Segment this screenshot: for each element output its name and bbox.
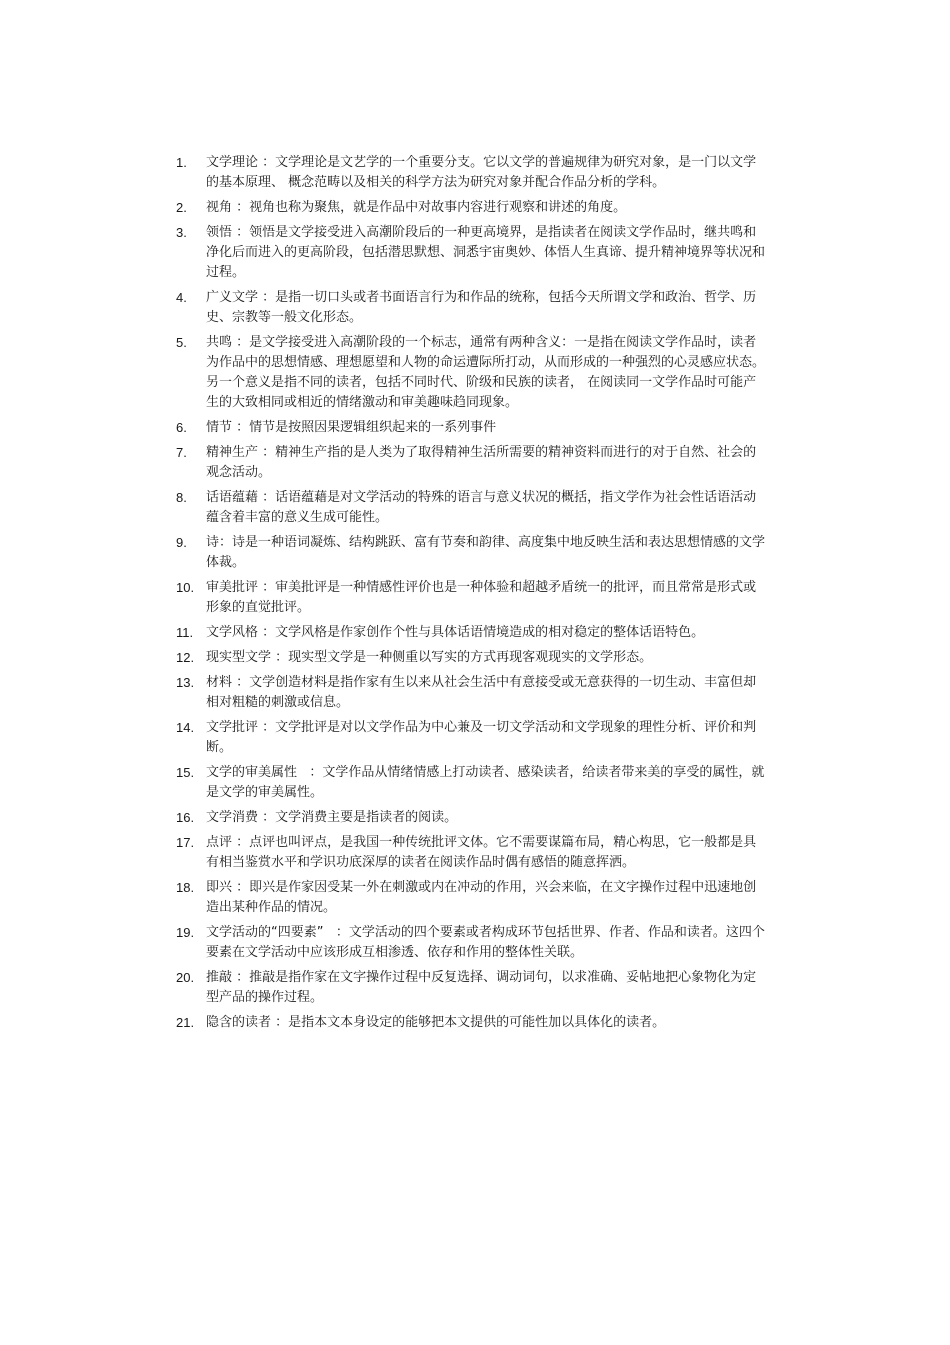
entry-separator: ： xyxy=(232,200,250,215)
entry-term: 现实型文学 xyxy=(206,650,272,665)
entry-text xyxy=(206,648,766,668)
glossary-entry xyxy=(176,223,766,283)
entry-separator: ： xyxy=(232,225,250,240)
entry-term: 共鸣 xyxy=(206,335,233,350)
entry-term: 视角 xyxy=(206,200,233,215)
entry-separator: ： xyxy=(258,490,276,505)
entry-number: 4. xyxy=(176,290,187,305)
entry-term: 情节 xyxy=(206,420,233,435)
entry-number: 10. xyxy=(176,580,195,595)
entry-text xyxy=(206,1013,766,1033)
entry-term: 即兴 xyxy=(206,880,233,895)
entry-definition: 审美批评是一种情感性评价也是一种体验和超越矛盾统一的批评，而且常常是形式或形象的直觉批评。 xyxy=(206,580,757,615)
entry-number: 8. xyxy=(176,490,187,505)
entry-separator: ： xyxy=(232,880,250,895)
glossary-entry xyxy=(176,533,766,573)
entry-definition: 推敲是指作家在文字操作过程中反复选择、调动词句，以求准确、妥帖地把心象物化为定型产品的操作过程。 xyxy=(206,970,757,1005)
glossary-entry xyxy=(176,488,766,528)
entry-definition: 是指一切口头或者书面语言行为和作品的统称，包括今天所谓文学和政治、哲学、历史、宗教等一般文化形态。 xyxy=(206,290,757,325)
entry-term: 隐含的读者 xyxy=(206,1015,272,1030)
entry-number: 6. xyxy=(176,420,187,435)
entry-text xyxy=(206,878,766,918)
entry-term: 诗 xyxy=(206,535,220,550)
glossary-entry xyxy=(176,153,766,193)
entry-term: 文学批评 xyxy=(206,720,259,735)
entry-term: 话语蕴藉 xyxy=(206,490,259,505)
entry-number: 1. xyxy=(176,155,187,170)
entry-text xyxy=(206,533,766,573)
glossary-entry xyxy=(176,923,766,963)
entry-number: 18. xyxy=(176,880,195,895)
entry-text xyxy=(206,333,766,413)
entry-number: 15. xyxy=(176,765,195,780)
entry-number: 20. xyxy=(176,970,195,985)
entry-text xyxy=(206,578,766,618)
entry-text xyxy=(206,488,766,528)
entry-number: 14. xyxy=(176,720,195,735)
entry-text xyxy=(206,833,766,873)
entry-term: 审美批评 xyxy=(206,580,259,595)
entry-separator: ： xyxy=(232,335,250,350)
entry-term: 广义文学 xyxy=(206,290,259,305)
entry-text xyxy=(206,153,766,193)
entry-separator: ： xyxy=(232,420,250,435)
entry-number: 16. xyxy=(176,810,195,825)
entry-definition: 文学作品从情绪情感上打动读者、感染读者，给读者带来美的享受的属性，就是文学的审美属性。 xyxy=(206,765,765,800)
entry-definition: 点评也叫评点，是我国一种传统批评文体。它不需要谋篇布局，精心构思，它一般都是具有相当鉴赏水平和学识功底深厚的读者在阅读作品时偶有感悟的随意挥洒。 xyxy=(206,835,757,870)
glossary-entry xyxy=(176,333,766,413)
glossary-entry xyxy=(176,808,766,828)
entry-definition: 领悟是文学接受进入高潮阶段后的一种更高境界，是指读者在阅读文学作品时，继共鸣和净化后而进入的更高阶段，包括潜思默想、洞悉宇宙奥妙、体悟人生真谛、提升精神境界等状况和过程。 xyxy=(206,225,766,280)
entry-number: 11. xyxy=(176,625,194,640)
entry-number: 5. xyxy=(176,335,187,350)
entry-text xyxy=(206,418,766,438)
glossary-entry xyxy=(176,648,766,668)
entry-separator: ： xyxy=(232,675,250,690)
entry-definition: 诗是一种语词凝炼、结构跳跃、富有节奏和韵律、高度集中地反映生活和表达思想情感的文学体裁。 xyxy=(206,535,766,570)
glossary-entry xyxy=(176,763,766,803)
glossary-entry xyxy=(176,418,766,438)
entry-separator: ： xyxy=(258,720,276,735)
entry-term: 精神生产 xyxy=(206,445,259,460)
entry-separator: ： xyxy=(232,970,250,985)
entry-separator: ： xyxy=(232,835,250,850)
glossary-entry xyxy=(176,443,766,483)
entry-definition: 文学批评是对以文学作品为中心兼及一切文学活动和文学现象的理性分析、评价和判断。 xyxy=(206,720,757,755)
entry-term: 点评 xyxy=(206,835,233,850)
entry-definition: 视角也称为聚焦，就是作品中对故事内容进行观察和讲述的角度。 xyxy=(249,200,627,215)
entry-definition: 情节是按照因果逻辑组织起来的一系列事件 xyxy=(249,420,497,435)
entry-text xyxy=(206,223,766,283)
entry-definition: 是文学接受进入高潮阶段的一个标志，通常有两种含义：一是指在阅读文学作品时，读者为作品中的思想情感、理想愿望和人物的命运遭际所打动，从而形成的一种强烈的心灵感应状态。另一个意义是指不同的读者，包括不同时代、阶级和民族的读者， 在阅读同一文学作品时可能产生的大致相同或相近的情绪激动和审美趣味趋同现象。 xyxy=(206,335,766,410)
entry-number: 19. xyxy=(176,925,195,940)
entry-text xyxy=(206,673,766,713)
glossary-entry xyxy=(176,673,766,713)
entry-separator: ： xyxy=(271,650,289,665)
entry-definition: 即兴是作家因受某一外在刺激或内在冲动的作用，兴会来临，在文字操作过程中迅速地创造出某种作品的情况。 xyxy=(206,880,757,915)
glossary-entry xyxy=(176,968,766,1008)
glossary-list xyxy=(176,153,766,1038)
glossary-entry xyxy=(176,718,766,758)
glossary-entry xyxy=(176,623,766,643)
entry-separator: ： xyxy=(258,290,276,305)
entry-term: 文学理论 xyxy=(206,155,259,170)
entry-text xyxy=(206,623,766,643)
entry-separator: ： xyxy=(258,155,276,170)
entry-definition: 话语蕴藉是对文学活动的特殊的语言与意义状况的概括，指文学作为社会性话语活动蕴含着丰富的意义生成可能性。 xyxy=(206,490,757,525)
entry-definition: 现实型文学是一种侧重以写实的方式再现客观现实的文学形态。 xyxy=(288,650,653,665)
entry-separator: ： xyxy=(323,925,349,940)
entry-text xyxy=(206,198,766,218)
entry-term: 材料 xyxy=(206,675,233,690)
entry-definition: 文学理论是文艺学的一个重要分支。它以文学的普遍规律为研究对象，是一门以文学的基本原理、 概念范畴以及相关的科学方法为研究对象并配合作品分析的学科。 xyxy=(206,155,757,190)
entry-text xyxy=(206,763,766,803)
entry-definition: 文学消费主要是指读者的阅读。 xyxy=(275,810,458,825)
entry-separator: ： xyxy=(258,445,276,460)
entry-number: 7. xyxy=(176,445,187,460)
entry-definition: 精神生产指的是人类为了取得精神生活所需要的精神资料而进行的对于自然、社会的观念活动。 xyxy=(206,445,757,480)
entry-separator: ： xyxy=(258,625,276,640)
entry-separator: ： xyxy=(271,1015,289,1030)
entry-text xyxy=(206,923,766,963)
glossary-entry xyxy=(176,198,766,218)
entry-definition: 文学创造材料是指作家有生以来从社会生活中有意接受或无意获得的一切生动、丰富但却相对粗糙的刺激或信息。 xyxy=(206,675,757,710)
entry-separator: ： xyxy=(297,765,323,780)
entry-number: 13. xyxy=(176,675,195,690)
entry-term: 推敲 xyxy=(206,970,233,985)
glossary-entry xyxy=(176,578,766,618)
entry-term: 文学的审美属性 xyxy=(206,765,298,780)
entry-separator: ： xyxy=(258,810,276,825)
entry-term: 文学活动的“四要素” xyxy=(206,925,324,940)
entry-text xyxy=(206,288,766,328)
entry-number: 2. xyxy=(176,200,187,215)
entry-text xyxy=(206,718,766,758)
entry-number: 17. xyxy=(176,835,195,850)
entry-definition: 是指本文本身设定的能够把本文提供的可能性加以具体化的读者。 xyxy=(288,1015,666,1030)
glossary-entry xyxy=(176,878,766,918)
entry-definition: 文学活动的四个要素或者构成环节包括世界、作者、作品和读者。这四个要素在文学活动中应该形成互相渗透、依存和作用的整体性关联。 xyxy=(206,925,765,960)
entry-number: 21. xyxy=(176,1015,195,1030)
entry-number: 3. xyxy=(176,225,187,240)
entry-separator: ： xyxy=(258,580,276,595)
entry-separator: ： xyxy=(219,535,233,550)
glossary-entry xyxy=(176,833,766,873)
entry-term: 文学消费 xyxy=(206,810,259,825)
glossary-entry xyxy=(176,1013,766,1033)
entry-text xyxy=(206,808,766,828)
entry-text xyxy=(206,443,766,483)
entry-number: 9. xyxy=(176,535,187,550)
entry-definition: 文学风格是作家创作个性与具体话语情境造成的相对稳定的整体话语特色。 xyxy=(275,625,705,640)
entry-term: 文学风格 xyxy=(206,625,259,640)
entry-number: 12. xyxy=(176,650,195,665)
entry-term: 领悟 xyxy=(206,225,233,240)
entry-text xyxy=(206,968,766,1008)
glossary-entry xyxy=(176,288,766,328)
